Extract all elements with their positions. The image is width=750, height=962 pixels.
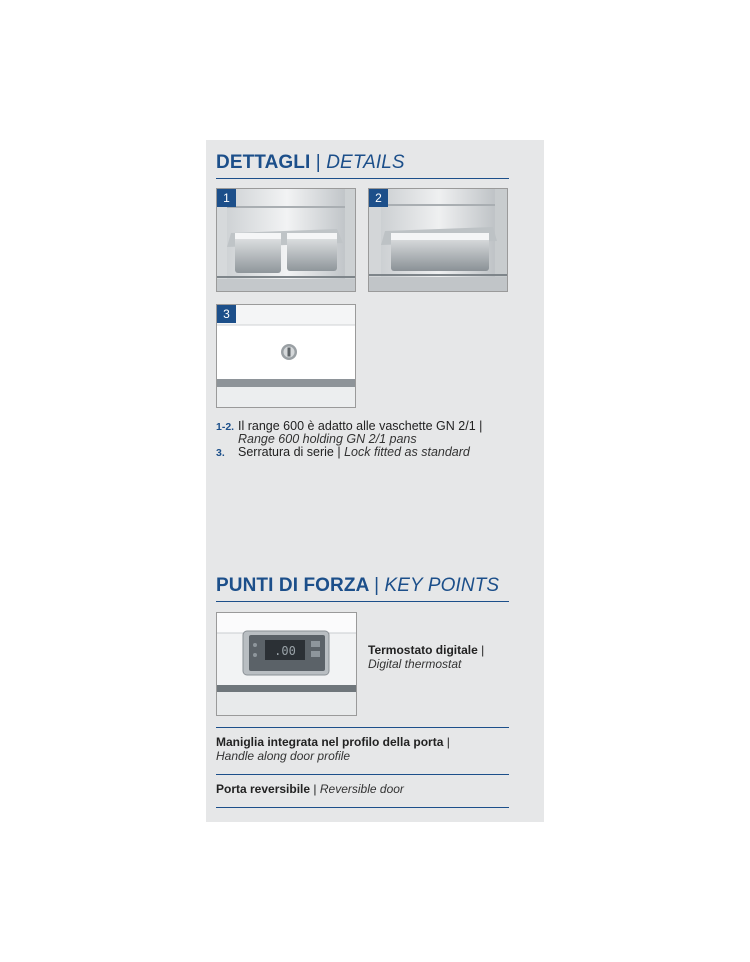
caption-number: 3. bbox=[216, 447, 225, 459]
shelf-one-pan-image bbox=[369, 189, 508, 292]
photo-badge-1: 1 bbox=[217, 189, 236, 207]
title-separator: | bbox=[374, 575, 380, 596]
thermostat-photo bbox=[216, 612, 357, 716]
detail-photo-1 bbox=[216, 188, 356, 292]
key-points-title-en: KEY POINTS bbox=[384, 575, 500, 596]
label-separator: | bbox=[446, 735, 450, 749]
caption-separator: | bbox=[337, 445, 341, 459]
thermostat-label-it: Termostato digitale bbox=[368, 643, 478, 657]
key-point-label-it: Maniglia integrata nel profilo della porta bbox=[216, 735, 444, 749]
key-points-heading bbox=[216, 575, 509, 602]
key-points-title-it: PUNTI DI FORZA bbox=[216, 575, 369, 596]
thermostat-label bbox=[368, 644, 508, 671]
details-title-en: DETAILS bbox=[326, 152, 405, 173]
caption-text-it: Il range 600 è adatto alle vaschette GN 2/1 bbox=[238, 419, 476, 433]
caption-text-en: Range 600 holding GN 2/1 pans bbox=[238, 432, 417, 446]
shelf-two-pans-image bbox=[217, 189, 356, 292]
caption-row bbox=[216, 446, 508, 459]
photo-badge-2: 2 bbox=[369, 189, 388, 207]
digital-thermostat-image bbox=[217, 613, 357, 716]
svg-text:.00: .00 bbox=[274, 644, 296, 658]
caption-text-it: Serratura di serie bbox=[238, 445, 334, 459]
divider bbox=[216, 807, 509, 808]
door-lock-image bbox=[217, 305, 356, 408]
detail-photo-2 bbox=[368, 188, 508, 292]
key-point-item bbox=[216, 736, 509, 763]
caption-separator: | bbox=[479, 419, 483, 433]
detail-photo-3 bbox=[216, 304, 356, 408]
caption-row bbox=[216, 420, 508, 446]
title-separator: | bbox=[315, 152, 321, 173]
caption-text-en: Lock fitted as standard bbox=[344, 445, 470, 459]
divider bbox=[216, 727, 509, 728]
details-captions bbox=[216, 420, 508, 459]
photo-badge-3: 3 bbox=[217, 305, 236, 323]
product-details-panel bbox=[206, 140, 544, 822]
label-separator: | bbox=[313, 782, 317, 796]
key-point-label-en: Handle along door profile bbox=[216, 748, 351, 763]
key-point-label-it: Porta reversibile bbox=[216, 782, 311, 796]
caption-number: 1-2. bbox=[216, 421, 235, 433]
details-title-it: DETTAGLI bbox=[216, 152, 311, 173]
key-point-item bbox=[216, 783, 509, 797]
thermostat-label-en: Digital thermostat bbox=[368, 656, 462, 671]
divider bbox=[216, 774, 509, 775]
details-heading bbox=[216, 152, 509, 179]
label-separator: | bbox=[481, 643, 485, 657]
key-point-label-en: Reversible door bbox=[319, 782, 404, 796]
